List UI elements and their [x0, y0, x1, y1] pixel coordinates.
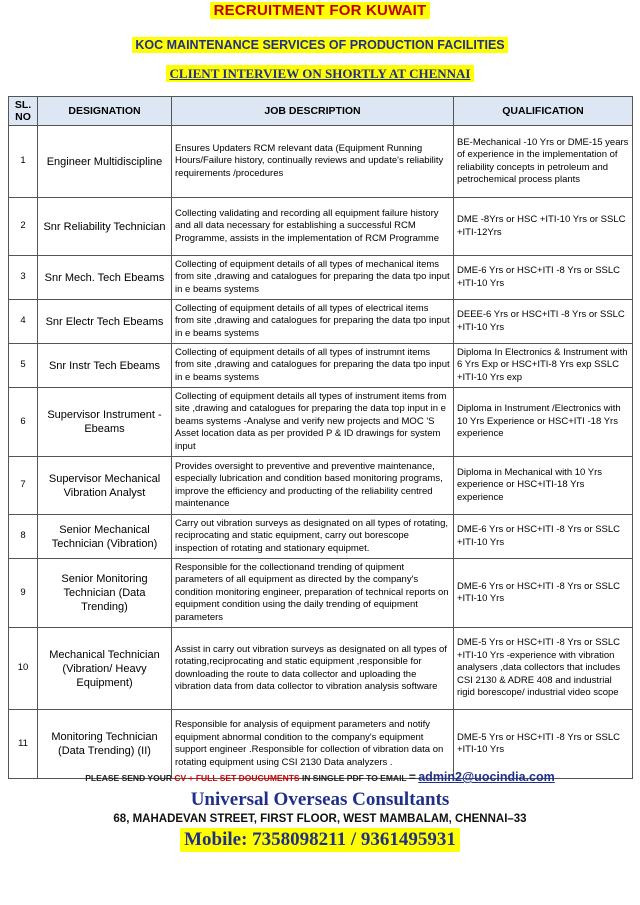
cell-designation: Senior Monitoring Technician (Data Trending) [38, 559, 172, 628]
cell-designation: Snr Instr Tech Ebeams [38, 344, 172, 388]
table-row [9, 344, 633, 388]
cell-qualification: Diploma in Mechanical with 10 Yrs experience or HSC+ITI-18 Yrs experience [454, 457, 633, 515]
cell-qualification: Diploma in Instrument /Electronics with 10 Yrs Experience or HSC+ITI -18 Yrs experience [454, 388, 633, 457]
cell-designation: Senior Mechanical Technician (Vibration) [38, 515, 172, 559]
header-qualification: QUALIFICATION [454, 97, 633, 126]
email-link[interactable]: admin2@uocindia.com [418, 770, 555, 784]
send-documents: CV + FULL SET DOUCUMENTS [174, 773, 300, 783]
cell-designation: Snr Electr Tech Ebeams [38, 300, 172, 344]
cell-job-description: Collecting of equipment details of all types of electrical items from site ,drawing and catalogues for preparing the data tpo input in e beams systems [172, 300, 454, 344]
cell-designation: Snr Reliability Technician [38, 198, 172, 256]
cell-sl-no: 2 [9, 198, 38, 256]
cell-qualification: DME-5 Yrs or HSC+ITI -8 Yrs or SSLC +ITI-10 Yrs -experience with vibration analysers ,data collectors that includes CSI 2130 & ADRE 408 and industrial rigid borescope/ industrial video scope [454, 628, 633, 710]
send-cv-instruction [0, 770, 640, 784]
cell-job-description: Provides oversight to preventive and preventive maintenance, especially lubrication and condition based monitoring programs, improve the efficiency and producting of the reliability centred maintenance [172, 457, 454, 515]
cell-sl-no: 10 [9, 628, 38, 710]
cell-designation: Supervisor Mechanical Vibration Analyst [38, 457, 172, 515]
interview-notice-text: CLIENT INTERVIEW ON SHORTLY AT CHENNAI [166, 65, 475, 82]
company-name: Universal Overseas Consultants [190, 789, 450, 810]
cell-qualification: DME-5 Yrs or HSC+ITI -8 Yrs or SSLC +ITI-10 Yrs [454, 710, 633, 779]
cell-qualification: DME-6 Yrs or HSC+ITI -8 Yrs or SSLC +ITI-10 Yrs [454, 559, 633, 628]
cell-designation: Snr Mech. Tech Ebeams [38, 256, 172, 300]
interview-notice [0, 65, 640, 83]
cell-job-description: Carry out vibration surveys as designated on all types of rotating, reciprocating and static equipment, carry out borescope inspection of rotating and stationary equipmet. [172, 515, 454, 559]
page-title [0, 2, 640, 20]
send-equals: = [408, 770, 416, 784]
page-subtitle-text: KOC MAINTENANCE SERVICES OF PRODUCTION FACILITIES [132, 37, 507, 53]
cell-sl-no: 1 [9, 126, 38, 198]
cell-job-description: Collecting validating and recording all equipment failure history and all data necessary for establishing a successful RCM Programme, assists in the implementation of RCM Programme [172, 198, 454, 256]
cell-designation: Engineer Multidiscipline [38, 126, 172, 198]
table-row [9, 457, 633, 515]
cell-sl-no: 4 [9, 300, 38, 344]
table-row [9, 559, 633, 628]
cell-sl-no: 3 [9, 256, 38, 300]
table-row [9, 515, 633, 559]
cell-designation: Supervisor Instrument -Ebeams [38, 388, 172, 457]
cell-job-description: Ensures Updaters RCM relevant data (Equipment Running Hours/Failure history, continually reviews and update's reliability requirements /procedures [172, 126, 454, 198]
cell-job-description: Responsible for the collectionand trending of quipment parameters of all equipment as directed by the company's condition monitoring engineer, preparation of technical reports on equipment condition using the daily trending of equipment parameters [172, 559, 454, 628]
send-middle: IN SINGLE PDF TO EMAIL [299, 773, 409, 783]
table-row [9, 300, 633, 344]
cell-sl-no: 7 [9, 457, 38, 515]
mobile-numbers-text: Mobile: 7358098211 / 9361495931 [180, 828, 460, 852]
cell-job-description: Collecting of equipment details all types of instrument items from site ,drawing and catalogues for preparing the data top input in e beams systems -Analyse and verify new projects and MOC 'S Asset location data as per provided P & ID drawings for system input [172, 388, 454, 457]
cell-qualification: DEEE-6 Yrs or HSC+ITI -8 Yrs or SSLC +ITI-10 Yrs [454, 300, 633, 344]
table-row [9, 256, 633, 300]
cell-qualification: DME -8Yrs or HSC +ITI-10 Yrs or SSLC +ITI-12Yrs [454, 198, 633, 256]
cell-job-description: Collecting of equipment details of all types of instrumnt items from site ,drawing and catalogues for preparing the data tpo input in e beams systems [172, 344, 454, 388]
cell-sl-no: 9 [9, 559, 38, 628]
table-header-row [9, 97, 633, 126]
cell-designation: Mechanical Technician (Vibration/ Heavy Equipment) [38, 628, 172, 710]
send-prefix: PLEASE SEND YOUR [85, 773, 175, 783]
cell-sl-no: 11 [9, 710, 38, 779]
header-job-description: JOB DESCRIPTION [172, 97, 454, 126]
company-address: 68, MAHADEVAN STREET, FIRST FLOOR, WEST MAMBALAM, CHENNAI–33 [113, 813, 527, 825]
table-row [9, 628, 633, 710]
table-row [9, 710, 633, 779]
page-title-text: RECRUITMENT FOR KUWAIT [210, 2, 431, 19]
page-subtitle [0, 36, 640, 54]
cell-sl-no: 5 [9, 344, 38, 388]
jobs-table [8, 96, 633, 779]
mobile-numbers [0, 828, 640, 852]
cell-qualification: DME-6 Yrs or HSC+ITI -8 Yrs or SSLC +ITI-10 Yrs [454, 515, 633, 559]
cell-job-description: Responsible for analysis of equipment parameters and notify equipment abnormal condition to the company's equipment support engineer .Responsible for collection of vibration data on rotating equipment using CSI 2130 Data analyzers . [172, 710, 454, 779]
cell-sl-no: 6 [9, 388, 38, 457]
cell-qualification: DME-6 Yrs or HSC+ITI -8 Yrs or SSLC +ITI-10 Yrs [454, 256, 633, 300]
cell-job-description: Assist in carry out vibration surveys as designated on all types of rotating,reciprocating and static equipment ,responsible for downloading the route to data collector and uploading the vibration data from data collector to vibration analysis software [172, 628, 454, 710]
header-designation: DESIGNATION [38, 97, 172, 126]
cell-job-description: Collecting of equipment details of all types of mechanical items from site ,drawing and catalogues for preparing the data tpo input in e beams systems [172, 256, 454, 300]
cell-sl-no: 8 [9, 515, 38, 559]
cell-designation: Monitoring Technician (Data Trending) (II) [38, 710, 172, 779]
table-row [9, 198, 633, 256]
cell-qualification: Diploma In Electronics & Instrument with 6 Yrs Exp or HSC+ITI-8 Yrs exp SSLC +ITI-10 Yrs exp [454, 344, 633, 388]
table-row [9, 388, 633, 457]
table-row [9, 126, 633, 198]
header-sl-no: SL. NO [9, 97, 38, 126]
cell-qualification: BE-Mechanical -10 Yrs or DME-15 years of experience in the implementation of reliability concepts in petroleum and petrochemical process plants [454, 126, 633, 198]
